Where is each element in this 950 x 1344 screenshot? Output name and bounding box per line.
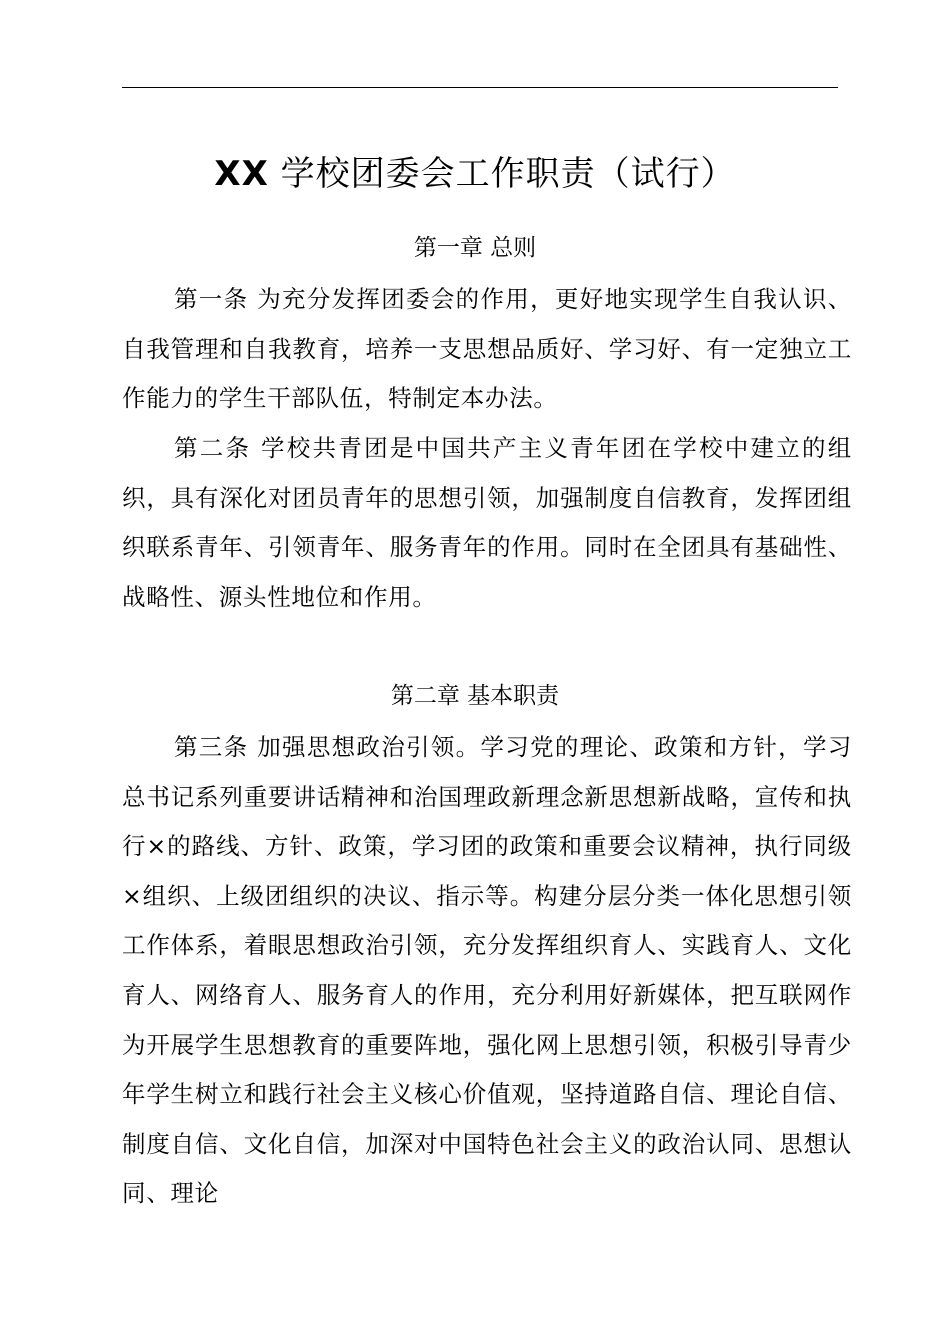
title-prefix: XX (214, 154, 269, 194)
document-title (0, 150, 950, 198)
article-1: 第一条 为充分发挥团委会的作用，更好地实现学生自我认识、自我管理和自我教育，培养一支思想品质好、学习好、有一定独立工作能力的学生干部队伍，特制定本办法。 (122, 285, 852, 413)
article-3: 第三条 加强思想政治引领。学习党的理论、政策和方针，学习总书记系列重要讲话精神和治国理政新理念新思想新战略，宣传和执行×的路线、方针、政策，学习团的政策和重要会议精神，执行同级×组织、上级团组织的决议、指示等。构建分层分类一体化思想引领工作体系，着眼思想政治引领，充分发挥组织育人、实践育人、文化育人、网络育人、服务育人的作用，充分利用好新媒体，把互联网作为开展学生思想教育的重要阵地，强化网上思想引领，积极引导青少年学生树立和践行社会主义核心价值观，坚持道路自信、理论自信、制度自信、文化自信，加深对中国特色社会主义的政治认同、思想认同、理论 (122, 733, 852, 1208)
article-2: 第二条 学校共青团是中国共产主义青年团在学校中建立的组织，具有深化对团员青年的思想引领，加强制度自信教育，发挥团组织联系青年、引领青年、服务青年的作用。同时在全团具有基础性、战略性、源头性地位和作用。 (122, 434, 852, 611)
header-rule (122, 87, 838, 88)
chapter-1-heading: 第一章 总则 (413, 235, 537, 261)
title-text: 学校团委会工作职责（试行） (280, 154, 736, 194)
chapter-2-heading: 第二章 基本职责 (390, 683, 560, 709)
